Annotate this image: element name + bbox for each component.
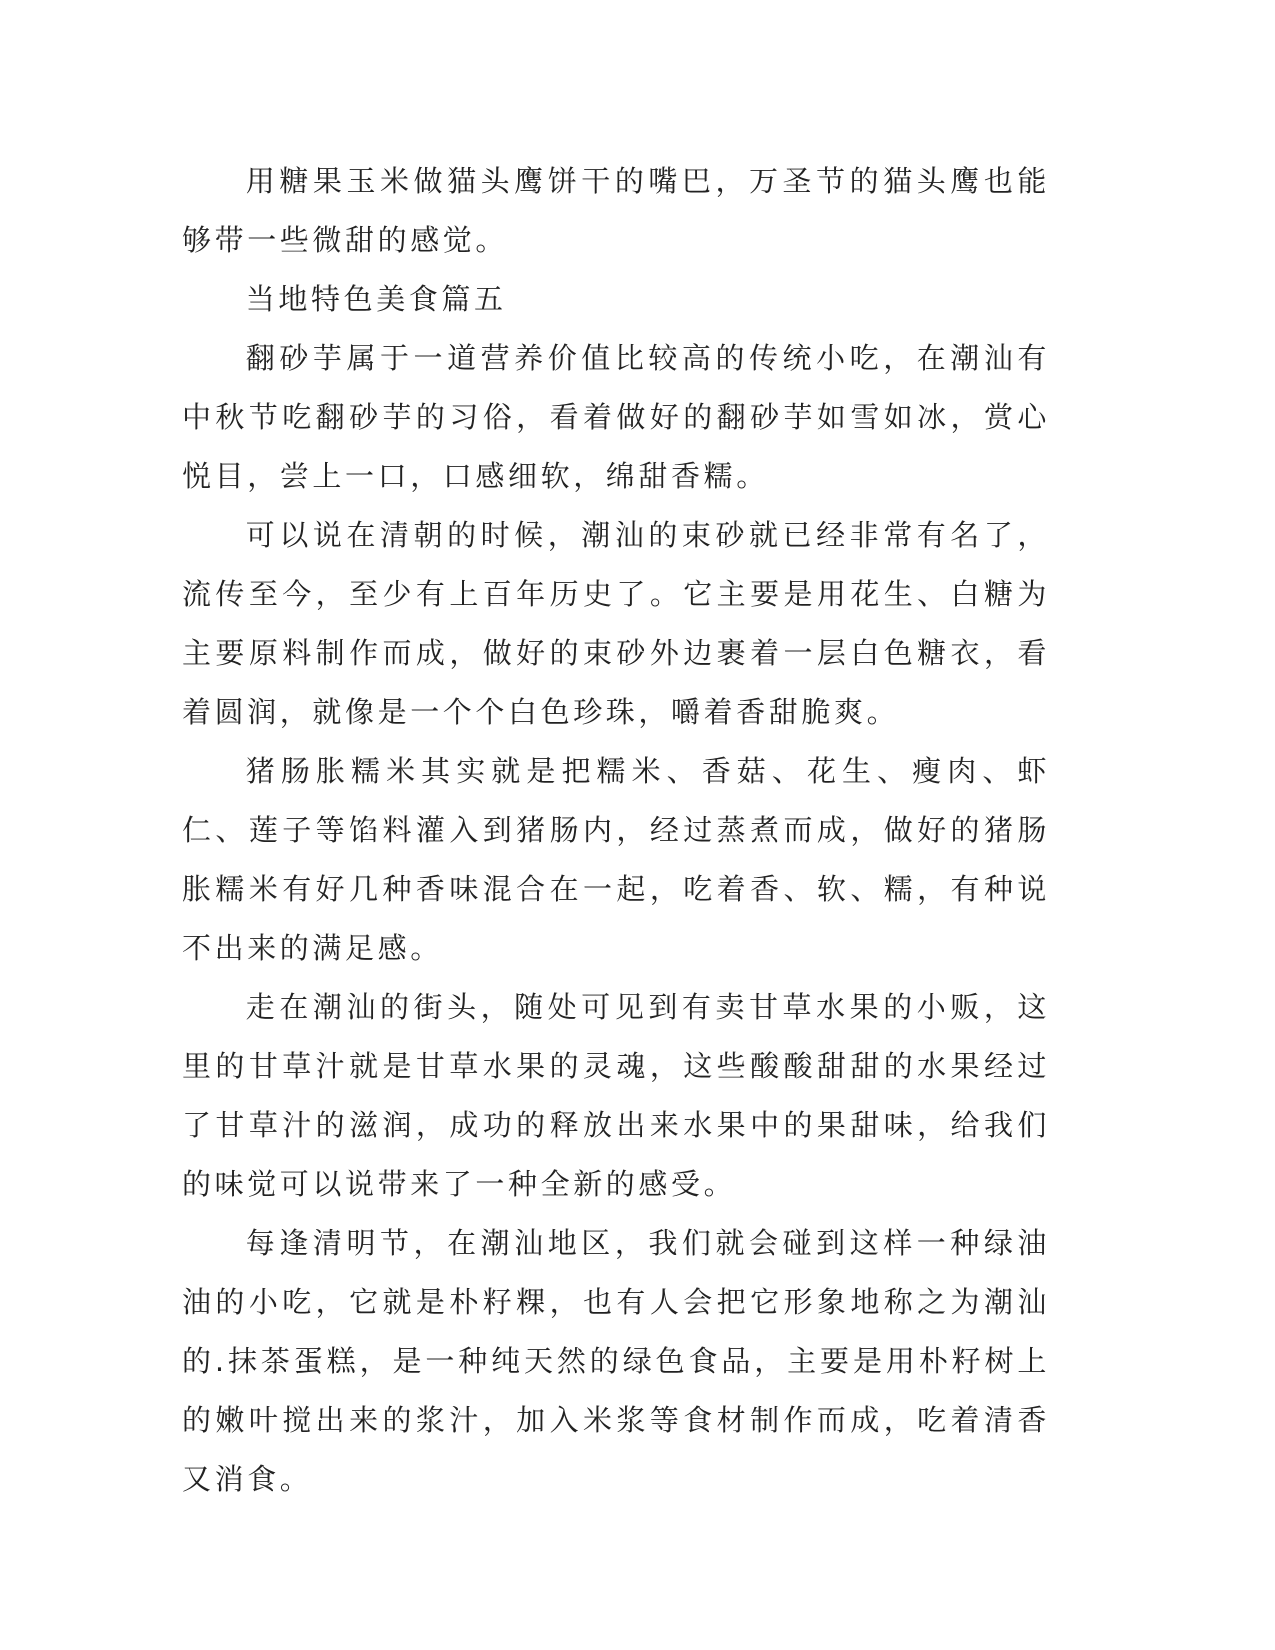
paragraph-owl-cookie: 用糖果玉米做猫头鹰饼干的嘴巴，万圣节的猫头鹰也能够带一些微甜的感觉。 — [182, 164, 1050, 257]
paragraph-puzi-kueh: 每逢清明节，在潮汕地区，我们就会碰到这样一种绿油油的小吃，它就是朴籽粿，也有人会把它形象地称之为潮汕的.抹茶蛋糕，是一种纯天然的绿色食品，主要是用朴籽树上的嫩叶搅出来的浆汁，加入米浆等食材制作而成，吃着清香又消食。 — [182, 1226, 1050, 1496]
paragraph-pork-intestine-rice: 猪肠胀糯米其实就是把糯米、香菇、花生、瘦肉、虾仁、莲子等馅料灌入到猪肠内，经过蒸煮而成，做好的猪肠胀糯米有好几种香味混合在一起，吃着香、软、糯，有种说不出来的满足感。 — [182, 754, 1050, 965]
paragraph-licorice-fruit: 走在潮汕的街头，随处可见到有卖甘草水果的小贩，这里的甘草汁就是甘草水果的灵魂，这些酸酸甜甜的水果经过了甘草汁的滋润，成功的释放出来水果中的果甜味，给我们的味觉可以说带来了一种全新的感受。 — [182, 990, 1050, 1201]
paragraph-shusha: 可以说在清朝的时候，潮汕的束砂就已经非常有名了，流传至今，至少有上百年历史了。它主要是用花生、白糖为主要原料制作而成，做好的束砂外边裹着一层白色糖衣，看着圆润，就像是一个个白色珍珠，嚼着香甜脆爽。 — [182, 518, 1050, 729]
document-body — [182, 152, 1050, 1509]
section-heading: 当地特色美食篇五 — [245, 282, 507, 316]
paragraph-fansha-taro: 翻砂芋属于一道营养价值比较高的传统小吃，在潮汕有中秋节吃翻砂芋的习俗，看着做好的翻砂芋如雪如冰，赏心悦目，尝上一口，口感细软，绵甜香糯。 — [182, 341, 1050, 493]
